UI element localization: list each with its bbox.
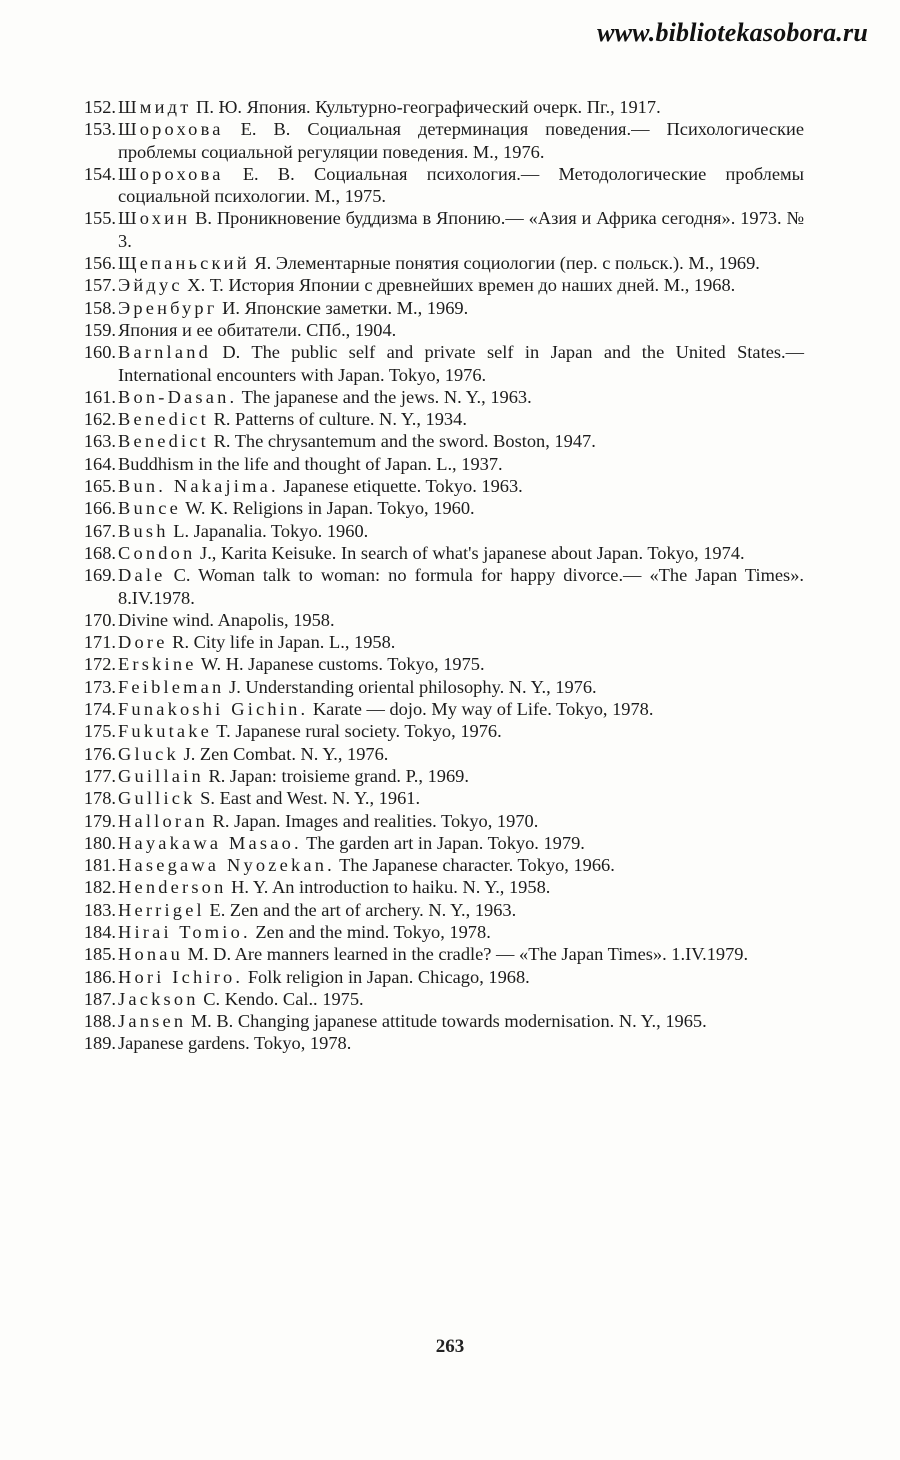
entry-number: 161.: [83, 386, 116, 407]
entry-number: 165.: [83, 476, 116, 497]
page-number: 263: [435, 1336, 465, 1357]
bibliography-entry: [78, 542, 804, 564]
bibliography-entry: [78, 386, 804, 408]
entry-citation: H. Y. An introduction to haiku. N. Y., 1958.: [226, 877, 551, 898]
entry-author: Herrigel: [118, 899, 205, 920]
entry-text: [118, 653, 804, 675]
entry-citation: R. Japan. Images and realities. Tokyo, 1970.: [207, 810, 539, 831]
bibliography-entry: [78, 810, 804, 832]
entry-citation: J. Understanding oriental philosophy. N. Y., 1976.: [224, 676, 597, 697]
entry-citation: L. Japanalia. Tokyo. 1960.: [168, 520, 369, 541]
entry-number: 183.: [83, 899, 116, 920]
bibliography-entry: [78, 720, 804, 742]
entry-author: Эйдус: [118, 275, 183, 296]
entry-citation: E. Zen and the art of archery. N. Y., 1963.: [204, 899, 517, 920]
entry-citation: Е. В. Социальная психология.— Методологические проблемы социальной психологии. М., 1975.: [118, 163, 804, 207]
entry-author: Honau: [118, 944, 184, 965]
bibliography-entry: [78, 274, 804, 296]
entry-text: [118, 430, 804, 452]
entry-author: Эренбург: [118, 297, 218, 318]
entry-citation: The garden art in Japan. Tokyo. 1979.: [301, 832, 585, 853]
bibliography-entry: [78, 341, 804, 386]
bibliography-list: [78, 96, 804, 1055]
entry-text: [118, 943, 804, 965]
entry-author: Hori Ichiro.: [118, 966, 244, 987]
entry-text: [118, 297, 804, 319]
entry-text: [118, 854, 804, 876]
entry-number: 182.: [83, 877, 116, 898]
entry-author: Jansen: [118, 1011, 187, 1032]
bibliography-entry: [78, 876, 804, 898]
bibliography-entry: [78, 497, 804, 519]
entry-author: Dore: [118, 632, 168, 653]
entry-text: [118, 163, 804, 208]
entry-number: 158.: [83, 297, 116, 318]
bibliography-entry: [78, 966, 804, 988]
bibliography-entry: [78, 988, 804, 1010]
bibliography-entry: [78, 676, 804, 698]
bibliography-entry: [78, 163, 804, 208]
bibliography-entry: [78, 743, 804, 765]
bibliography-entry: [78, 609, 804, 631]
entry-number: 187.: [83, 988, 116, 1009]
entry-citation: J. Zen Combat. N. Y., 1976.: [178, 743, 389, 764]
entry-author: Feibleman: [118, 676, 225, 697]
entry-text: [118, 899, 804, 921]
entry-author: Bon-Dasan.: [118, 386, 238, 407]
entry-author: Barnland: [118, 342, 212, 363]
entry-text: [118, 966, 804, 988]
entry-text: [118, 118, 804, 163]
entry-citation: J., Karita Keisuke. In search of what's japanese about Japan. Tokyo, 1974.: [195, 542, 745, 563]
entry-author: Bun. Nakajima.: [118, 476, 279, 497]
entry-text: [118, 988, 804, 1010]
entry-citation: S. East and West. N. Y., 1961.: [195, 788, 421, 809]
entry-number: 181.: [83, 855, 116, 876]
bibliography-entry: [78, 787, 804, 809]
bibliography-entry: [78, 252, 804, 274]
entry-number: 154.: [83, 163, 116, 184]
entry-citation: Zen and the mind. Tokyo, 1978.: [250, 921, 491, 942]
entry-number: 155.: [83, 208, 116, 229]
entry-author: Halloran: [118, 810, 208, 831]
entry-citation: Е. В. Социальная детерминация поведения.— Психологические проблемы социальной регуляции поведения. М., 1976.: [118, 119, 804, 162]
watermark: www.bibliotekasobora.ru: [597, 18, 868, 47]
entry-text: [118, 921, 804, 943]
entry-number: 172.: [83, 654, 116, 675]
entry-citation: W. K. Religions in Japan. Tokyo, 1960.: [180, 498, 475, 519]
entry-citation: W. H. Japanese customs. Tokyo, 1975.: [196, 654, 485, 675]
entry-text: [118, 252, 804, 274]
entry-author: Fukutake: [118, 721, 213, 742]
entry-number: 173.: [83, 676, 116, 697]
entry-author: Condon: [118, 542, 196, 563]
entry-citation: Folk religion in Japan. Chicago, 1968.: [243, 966, 530, 987]
entry-text: [118, 274, 804, 296]
entry-author: Hirai Tomio.: [118, 921, 251, 942]
entry-number: 184.: [83, 921, 116, 942]
bibliography-entry: [78, 475, 804, 497]
entry-author: Шорохова: [118, 119, 224, 140]
bibliography-entry: [78, 921, 804, 943]
entry-number: 166.: [83, 498, 116, 519]
entry-number: 167.: [83, 520, 116, 541]
entry-citation: The Japanese character. Tokyo, 1966.: [334, 855, 615, 876]
entry-number: 175.: [83, 721, 116, 742]
entry-citation: C. Kendo. Cal.. 1975.: [198, 988, 364, 1009]
bibliography-entry: [78, 698, 804, 720]
entry-citation: Buddhism in the life and thought of Japan. L., 1937.: [118, 453, 503, 474]
entry-citation: R. The chrysantemum and the sword. Boston, 1947.: [208, 431, 596, 452]
entry-text: [118, 720, 804, 742]
entry-citation: C. Woman talk to woman: no formula for happy divorce.— «The Japan Times». 8.IV.1978.: [118, 565, 804, 608]
entry-number: 169.: [83, 565, 116, 586]
entry-text: [118, 542, 804, 564]
entry-author: Шохин: [118, 208, 191, 229]
entry-number: 186.: [83, 966, 116, 987]
entry-number: 171.: [83, 632, 116, 653]
entry-text: [118, 1010, 804, 1032]
entry-author: Bunce: [118, 498, 181, 519]
entry-text: [118, 341, 804, 386]
bibliography-entry: [78, 653, 804, 675]
entry-text: [118, 207, 804, 252]
entry-number: 177.: [83, 765, 116, 786]
entry-citation: R. Patterns of culture. N. Y., 1934.: [208, 409, 467, 430]
entry-author: Henderson: [118, 877, 227, 898]
bibliography-entry: [78, 832, 804, 854]
entry-number: 176.: [83, 743, 116, 764]
bibliography-entry: [78, 408, 804, 430]
entry-author: Jackson: [118, 988, 199, 1009]
entry-author: Шмидт: [118, 97, 192, 117]
entry-author: Guillain: [118, 765, 204, 786]
entry-citation: X. Т. История Японии с древнейших времен до наших дней. М., 1968.: [182, 275, 736, 296]
entry-number: 153.: [83, 119, 116, 140]
bibliography-entry: [78, 765, 804, 787]
entry-text: [118, 497, 804, 519]
entry-text: [118, 631, 804, 653]
entry-number: 157.: [83, 275, 116, 296]
entry-citation: И. Японские заметки. М., 1969.: [217, 297, 469, 318]
entry-number: 179.: [83, 810, 116, 831]
entry-author: Gullick: [118, 788, 196, 809]
entry-text: [118, 475, 804, 497]
bibliography-entry: [78, 631, 804, 653]
entry-citation: Япония и ее обитатели. СПб., 1904.: [118, 319, 397, 340]
bibliography-entry: [78, 319, 804, 341]
entry-author: Щепаньский: [118, 253, 250, 274]
entry-text: [118, 96, 804, 118]
entry-author: Benedict: [118, 409, 209, 430]
entry-text: [118, 765, 804, 787]
entry-number: 163.: [83, 431, 116, 452]
entry-number: 174.: [83, 699, 116, 720]
bibliography-entry: [78, 207, 804, 252]
entry-text: [118, 743, 804, 765]
entry-text: [118, 832, 804, 854]
entry-number: 164.: [83, 453, 116, 474]
entry-citation: T. Japanese rural society. Tokyo, 1976.: [212, 721, 502, 742]
entry-citation: Karate — dojo. My way of Life. Tokyo, 1978.: [308, 699, 654, 720]
entry-number: 162.: [83, 409, 116, 430]
entry-number: 168.: [83, 542, 116, 563]
entry-citation: В. Проникновение буддизма в Японию.— «Азия и Африка сегодня». 1973. № 3.: [118, 208, 804, 251]
entry-number: 152.: [83, 97, 116, 117]
entry-number: 188.: [83, 1011, 116, 1032]
entry-text: [118, 698, 804, 720]
entry-text: [118, 787, 804, 809]
bibliography-entry: [78, 118, 804, 163]
entry-text: [118, 1032, 804, 1054]
entry-text: [118, 319, 804, 341]
entry-author: Erskine: [118, 654, 197, 675]
entry-number: 156.: [83, 253, 116, 274]
entry-author: Шорохова: [118, 163, 224, 184]
entry-citation: Japanese etiquette. Tokyo. 1963.: [278, 476, 523, 497]
bibliography-entry: [78, 854, 804, 876]
entry-citation: D. The public self and private self in Japan and the United States.— International encounters with Japan. Tokyo, 1976.: [118, 342, 804, 385]
entry-number: 185.: [83, 944, 116, 965]
bibliography-entry: [78, 430, 804, 452]
entry-citation: Divine wind. Anapolis, 1958.: [118, 609, 335, 630]
bibliography-entry: [78, 899, 804, 921]
entry-citation: The japanese and the jews. N. Y., 1963.: [237, 386, 532, 407]
entry-author: Hayakawa Masao.: [118, 832, 302, 853]
entry-text: [118, 386, 804, 408]
entry-author: Benedict: [118, 431, 209, 452]
entry-citation: П. Ю. Япония. Культурно-географический очерк. Пг., 1917.: [191, 97, 661, 117]
bibliography-entry: [78, 453, 804, 475]
bibliography-entry: [78, 564, 804, 609]
bibliography-entry: [78, 1010, 804, 1032]
entry-number: 170.: [83, 609, 116, 630]
entry-citation: M. B. Changing japanese attitude towards modernisation. N. Y., 1965.: [186, 1011, 707, 1032]
entry-author: Gluck: [118, 743, 179, 764]
entry-text: [118, 609, 804, 631]
entry-text: [118, 453, 804, 475]
entry-number: 178.: [83, 788, 116, 809]
entry-citation: Japanese gardens. Tokyo, 1978.: [118, 1033, 352, 1054]
entry-author: Bush: [118, 520, 169, 541]
bibliography-entry: [78, 297, 804, 319]
entry-text: [118, 810, 804, 832]
entry-author: Dale: [118, 565, 166, 586]
entry-number: 159.: [83, 319, 116, 340]
entry-citation: Я. Элементарные понятия социологии (пер. с польск.). М., 1969.: [249, 253, 760, 274]
entry-author: Funakoshi Gichin.: [118, 699, 309, 720]
bibliography-entry: [78, 96, 804, 118]
entry-text: [118, 520, 804, 542]
entry-author: Hasegawa Nyozekan.: [118, 855, 335, 876]
entry-citation: R. City life in Japan. L., 1958.: [167, 632, 396, 653]
bibliography-entry: [78, 520, 804, 542]
entry-text: [118, 676, 804, 698]
entry-text: [118, 408, 804, 430]
entry-text: [118, 564, 804, 609]
entry-number: 189.: [83, 1033, 116, 1054]
entry-number: 160.: [83, 342, 116, 363]
entry-citation: R. Japan: troisieme grand. P., 1969.: [203, 765, 469, 786]
entry-citation: M. D. Are manners learned in the cradle? — «The Japan Times». 1.IV.1979.: [183, 944, 749, 965]
entry-text: [118, 876, 804, 898]
bibliography-entry: [78, 943, 804, 965]
entry-number: 180.: [83, 832, 116, 853]
bibliography-entry: [78, 1032, 804, 1054]
